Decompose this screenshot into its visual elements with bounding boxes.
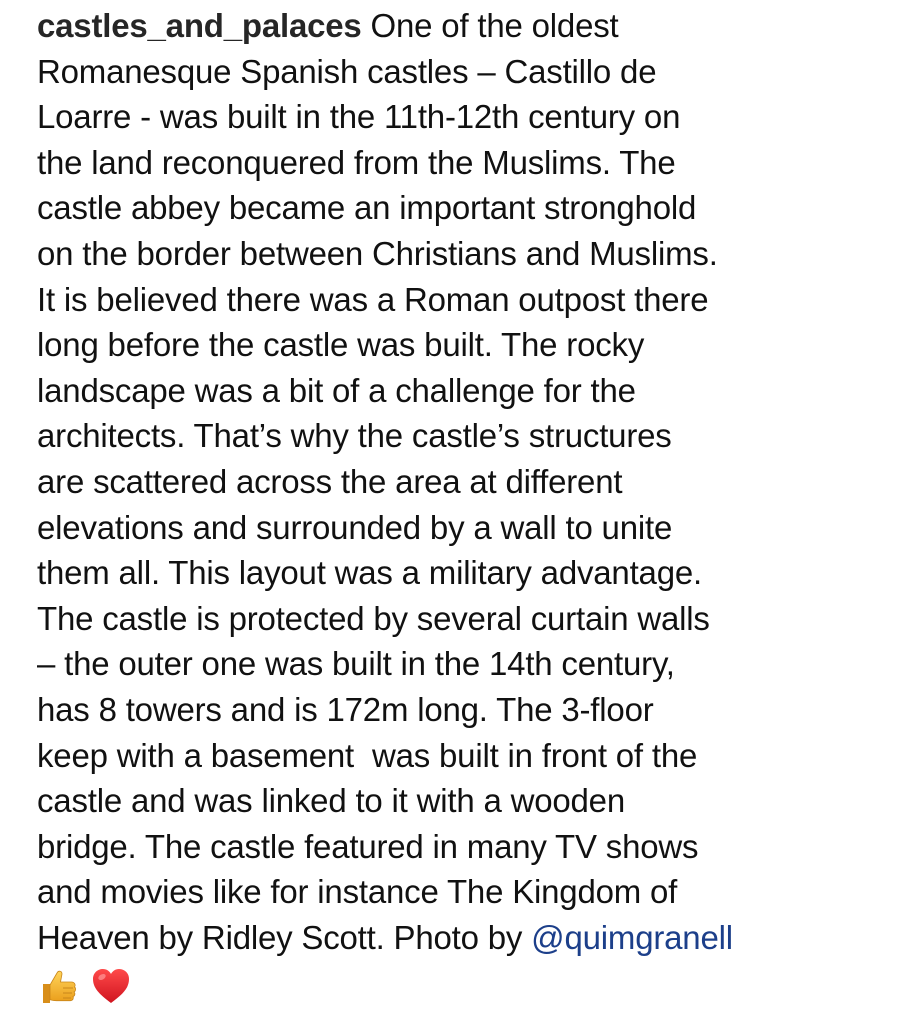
post-caption [37,3,872,960]
red-heart-icon [89,964,133,1008]
thumbs-up-icon [37,964,81,1008]
username-link[interactable]: castles_and_palaces [37,7,362,44]
emoji-row [37,964,133,1008]
caption-text: One of the oldest Romanesque Spanish castles – Castillo de Loarre - was built in the 11th-12th century on the land reconquered from the Muslims. The castle abbey became an important stronghold on the border between Christians and Muslims. It is believed there was a Roman outpost there long before the castle was built. The rocky landscape was a bit of a challenge for the architects. That’s why the castle’s structures are scattered across the area at different elevations and surrounded by a wall to unite them all. This layout was a military advantage. The castle is protected by several curtain walls – the outer one was built in the 14th century, has 8 towers and is 172m long. The 3-floor keep with a basement was built in front of the castle and was linked to it with a wooden bridge. The castle featured in many TV shows and movies like for instance The Kingdom of Heaven by Ridley Scott. Photo by [37,7,718,956]
mention-link[interactable]: @quimgranell [531,918,733,956]
